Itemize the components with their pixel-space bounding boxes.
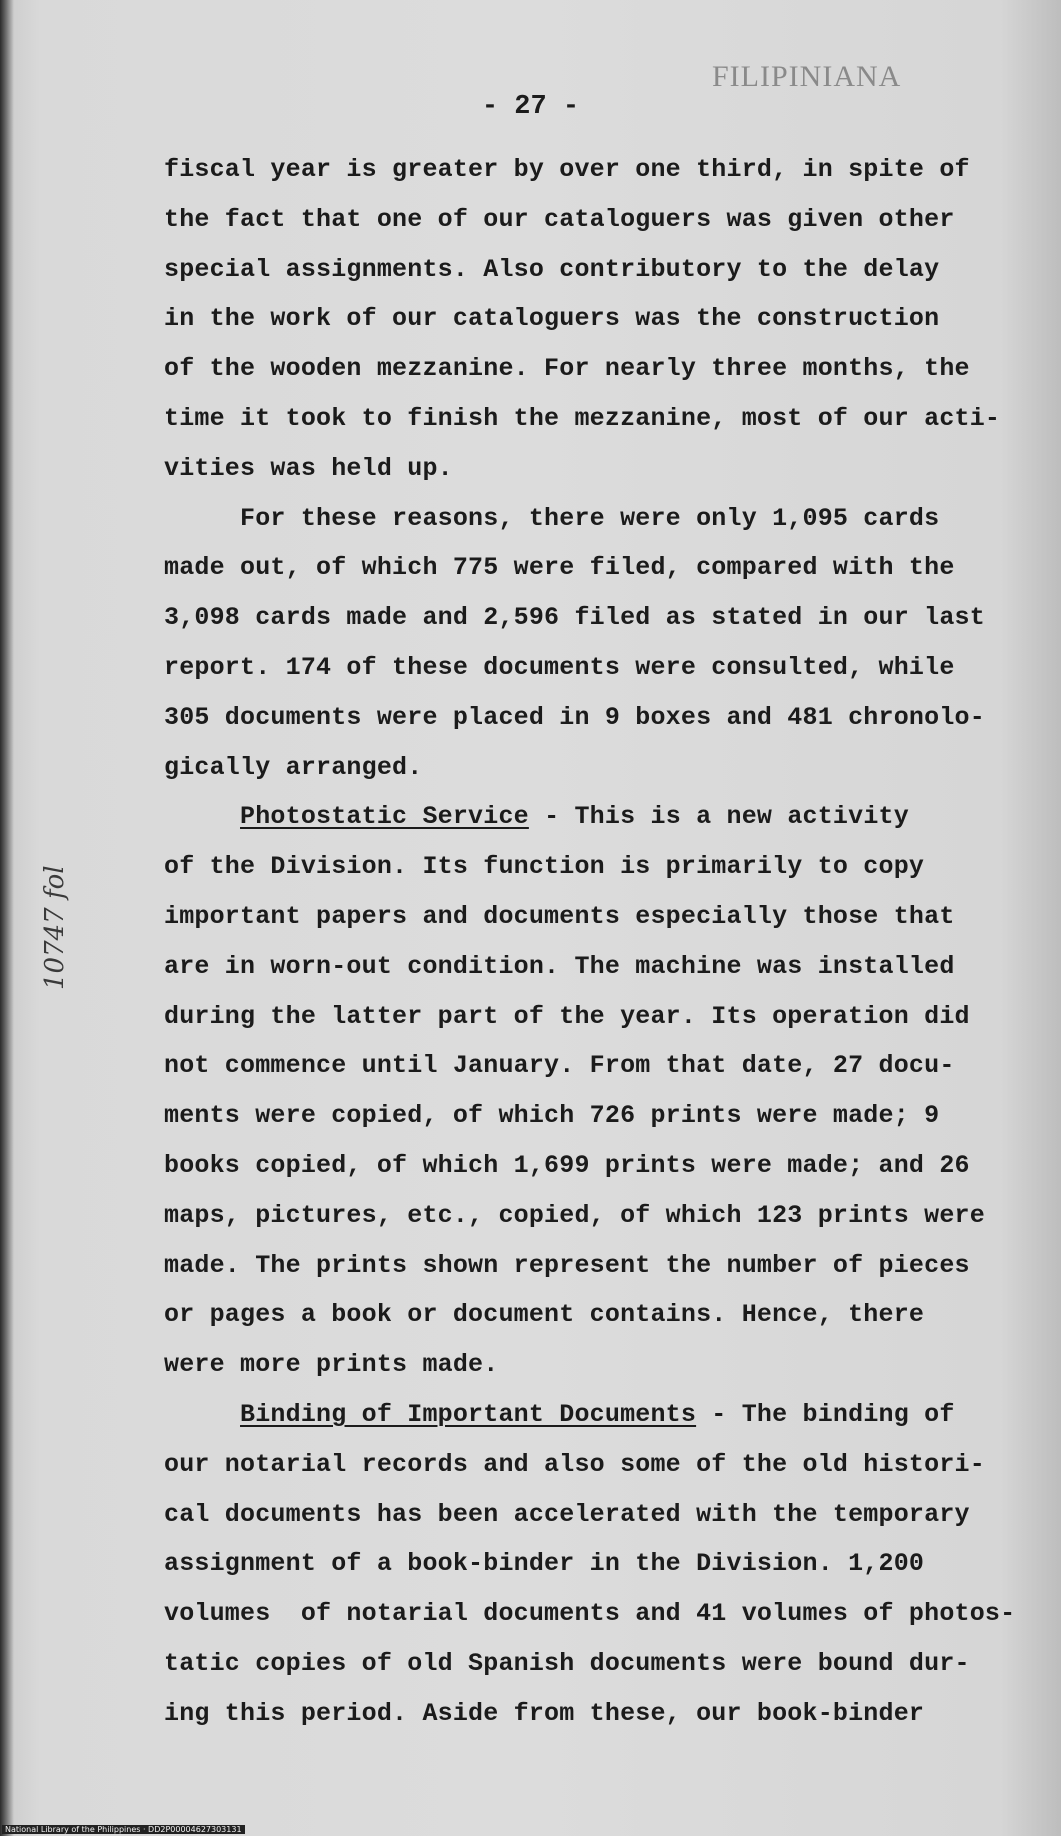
handwritten-margin-note: 10747 fol	[40, 865, 70, 990]
text-line: assignment of a book-binder in the Division. 1,200	[164, 1549, 925, 1579]
text-line: time it took to finish the mezzanine, most of our acti-	[164, 403, 1001, 433]
text-line: gically arranged.	[164, 752, 423, 782]
heading-line-rest: - This is a new activity	[528, 802, 909, 832]
text-line: volumes of notarial documents and 41 volumes of photos-	[164, 1599, 1016, 1629]
text-line: made out, of which 775 were filed, compared with the	[164, 553, 955, 583]
paragraph-2	[164, 494, 1014, 793]
text-line: important papers and documents especially those that	[164, 901, 955, 931]
text-line: ments were copied, of which 726 prints were made; 9	[164, 1101, 940, 1131]
text-line: 3,098 cards made and 2,596 filed as stated in our last	[164, 603, 985, 633]
text-line: not commence until January. From that date, 27 docu-	[164, 1051, 955, 1081]
text-line: special assignments. Also contributory to the delay	[164, 254, 940, 284]
text-line: made. The prints shown represent the number of pieces	[164, 1250, 970, 1280]
text-line: tatic copies of old Spanish documents were bound dur-	[164, 1648, 970, 1678]
page-number: - 27 -	[481, 92, 580, 122]
section-heading: Binding of Important Documents	[240, 1399, 697, 1429]
filipiniana-stamp: FILIPINIANA	[712, 60, 902, 93]
text-line: maps, pictures, etc., copied, of which 123 prints were	[164, 1200, 985, 1230]
text-line: in the work of our cataloguers was the construction	[164, 304, 940, 334]
archive-footer-tag: National Library of the Philippines · DD2P00004627303131	[2, 1825, 245, 1834]
text-line: of the wooden mezzanine. For nearly three months, the	[164, 354, 970, 384]
text-line: ing this period. Aside from these, our book-binder	[164, 1698, 925, 1728]
text-line: or pages a book or document contains. Hence, there	[164, 1300, 925, 1330]
text-line: are in worn-out condition. The machine was installed	[164, 951, 955, 981]
text-line: were more prints made.	[164, 1350, 499, 1380]
text-line: cal documents has been accelerated with the temporary	[164, 1499, 970, 1529]
paragraph-binding-documents	[164, 1390, 1014, 1739]
text-line: of the Division. Its function is primarily to copy	[164, 852, 925, 882]
text-line: our notarial records and also some of the old histori-	[164, 1449, 985, 1479]
text-line: fiscal year is greater by over one third, in spite of	[164, 155, 970, 184]
section-heading: Photostatic Service	[240, 802, 529, 832]
text-line: books copied, of which 1,699 prints were made; and 26	[164, 1150, 970, 1180]
section-heading-line	[164, 792, 1014, 842]
text-line: 305 documents were placed in 9 boxes and 481 chronolo-	[164, 702, 985, 732]
paragraph-1	[164, 145, 1014, 494]
text-line: report. 174 of these documents were consulted, while	[164, 652, 955, 682]
heading-line-rest: - The binding of	[696, 1399, 955, 1429]
text-line: during the latter part of the year. Its operation did	[164, 1001, 970, 1031]
text-line: the fact that one of our cataloguers was given other	[164, 204, 955, 234]
text-line: vities was held up.	[164, 453, 453, 483]
text-line: For these reasons, there were only 1,095 cards	[164, 503, 940, 533]
document-body	[164, 145, 1014, 1739]
section-heading-line	[164, 1390, 1014, 1440]
paragraph-photostatic-service	[164, 792, 1014, 1390]
